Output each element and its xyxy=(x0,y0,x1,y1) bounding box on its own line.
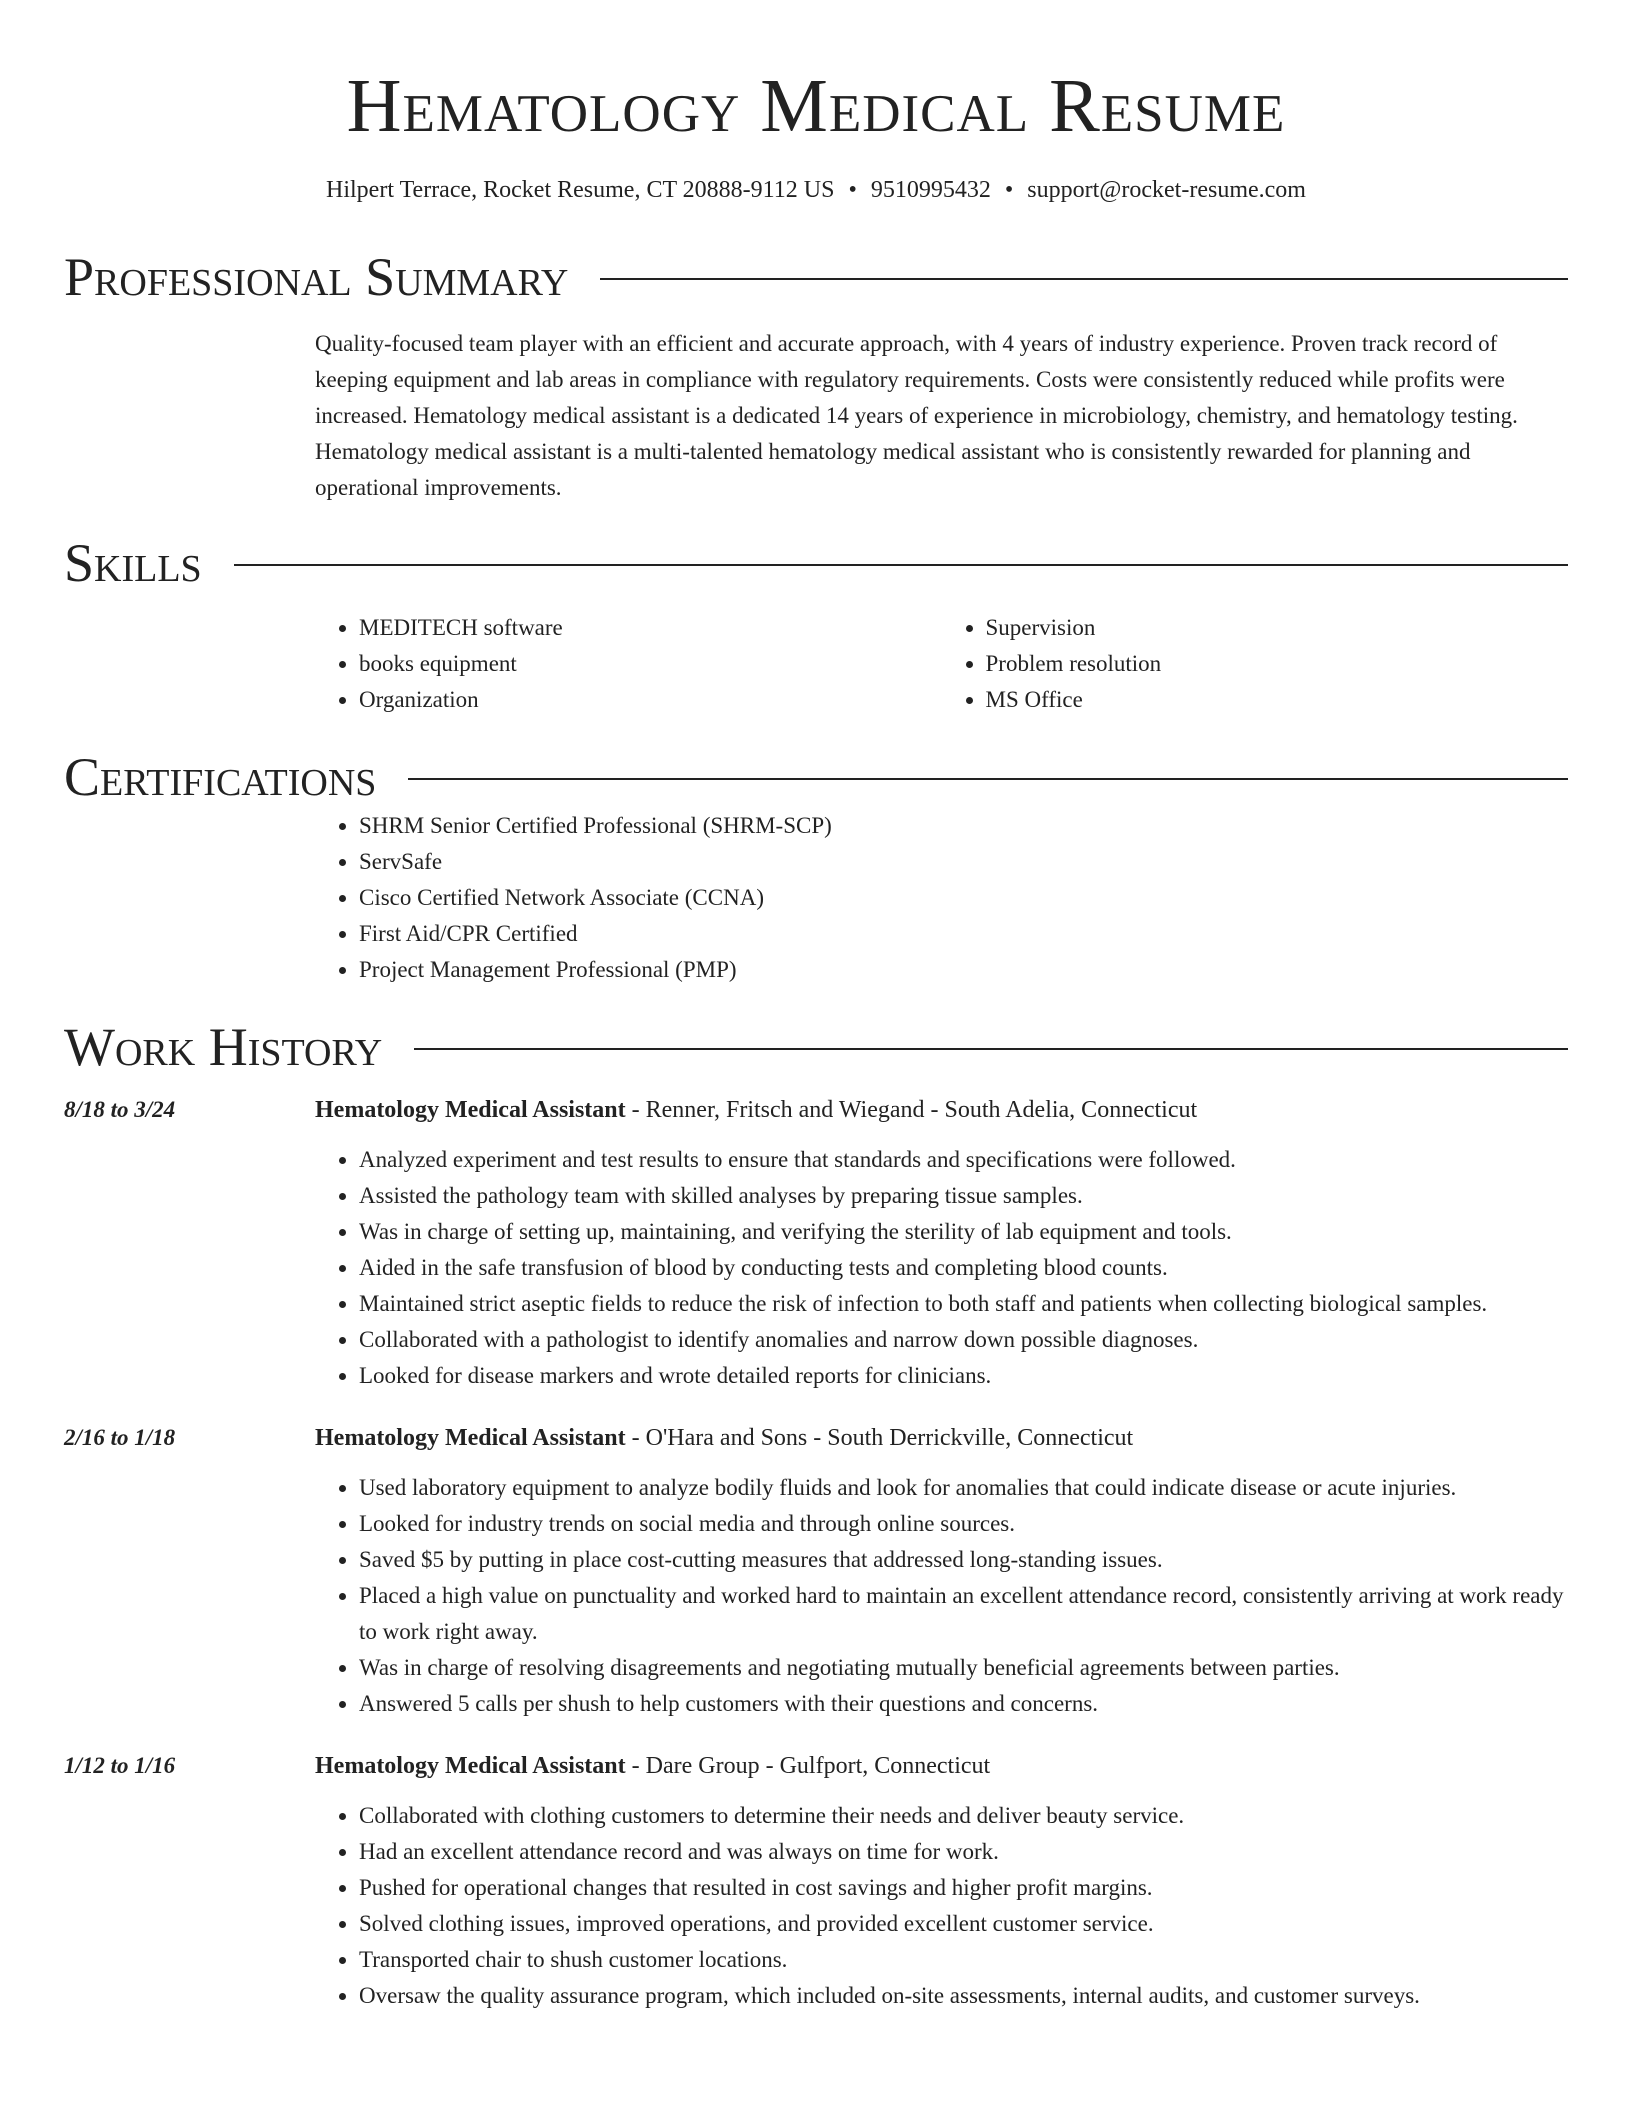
summary-section-body xyxy=(315,326,1568,506)
contact-line xyxy=(64,174,1568,206)
job-bullet: • Was in charge of resolving disagreements and negotiating mutually beneficial agreements between parties. xyxy=(359,1650,1568,1686)
job-bullet: • Collaborated with clothing customers to determine their needs and deliver beauty service. xyxy=(359,1798,1568,1834)
section-divider xyxy=(414,1048,1568,1050)
job-entry xyxy=(64,1092,1568,1394)
job-bullet: • Looked for disease markers and wrote detailed reports for clinicians. xyxy=(359,1358,1568,1394)
certifications-section-body xyxy=(315,808,1568,988)
certifications-list xyxy=(315,808,1568,988)
job-bullet: • Transported chair to shush customer locations. xyxy=(359,1942,1568,1978)
skill-item: • Supervision xyxy=(986,610,1569,646)
job-main xyxy=(315,1748,1568,2014)
contact-separator: • xyxy=(1004,177,1014,203)
job-bullet: • Looked for industry trends on social media and through online sources. xyxy=(359,1506,1568,1542)
job-bullet: • Had an excellent attendance record and was always on time for work. xyxy=(359,1834,1568,1870)
work-section-title: Work History xyxy=(64,1017,383,1077)
job-bullet: • Answered 5 calls per shush to help customers with their questions and concerns. xyxy=(359,1686,1568,1722)
skills-section-body xyxy=(315,610,1568,718)
job-main xyxy=(315,1420,1568,1722)
job-heading xyxy=(315,1092,1568,1128)
job-bullet: • Solved clothing issues, improved operations, and provided excellent customer service. xyxy=(359,1906,1568,1942)
job-bullet: • Aided in the safe transfusion of blood by conducting tests and completing blood counts. xyxy=(359,1250,1568,1286)
job-role: Hematology Medical Assistant xyxy=(315,1753,626,1779)
job-bullet: • Oversaw the quality assurance program, which included on-site assessments, internal audits, and customer surveys. xyxy=(359,1978,1568,2014)
certification-item: • Cisco Certified Network Associate (CCNA) xyxy=(359,880,1568,916)
job-role: Hematology Medical Assistant xyxy=(315,1425,626,1451)
job-role: Hematology Medical Assistant xyxy=(315,1097,626,1123)
work-section-header xyxy=(64,1016,1568,1078)
job-details: - O'Hara and Sons - South Derrickville, Connecticut xyxy=(625,1425,1134,1451)
job-bullet: • Was in charge of setting up, maintaining, and verifying the sterility of lab equipment and tools. xyxy=(359,1214,1568,1250)
certification-item: • ServSafe xyxy=(359,844,1568,880)
resume-title: Hematology Medical Resume xyxy=(346,64,1286,148)
job-dates: 2/16 to 1/18 xyxy=(64,1425,176,1450)
job-bullet: • Used laboratory equipment to analyze bodily fluids and look for anomalies that could indicate disease or acute injuries. xyxy=(359,1470,1568,1506)
skill-item: • MEDITECH software xyxy=(359,610,942,646)
certification-item: • First Aid/CPR Certified xyxy=(359,916,1568,952)
skill-item: • MS Office xyxy=(986,682,1569,718)
summary-text: Quality-focused team player with an efficient and accurate approach, with 4 years of industry experience. Proven track record of keeping equipment and lab areas in compliance with regulatory requirements. Costs were consistently reduced while profits were increased. Hematology medical assistant is a dedicated 14 years of experience in microbiology, chemistry, and hematology testing. Hematology medical assistant is a multi-talented hematology medical assistant who is consistently rewarded for planning and operational improvements. xyxy=(315,331,1518,500)
contact-phone: 9510995432 xyxy=(870,177,991,203)
summary-section-header xyxy=(64,246,1568,308)
job-dates: 8/18 to 3/24 xyxy=(64,1097,176,1122)
skill-item: • books equipment xyxy=(359,646,942,682)
job-main xyxy=(315,1092,1568,1394)
skills-section-header xyxy=(64,532,1568,594)
skills-list-right xyxy=(942,610,1569,718)
job-entry xyxy=(64,1748,1568,2014)
job-bullet: • Saved $5 by putting in place cost-cutting measures that addressed long-standing issues. xyxy=(359,1542,1568,1578)
skill-item: • Organization xyxy=(359,682,942,718)
skills-section-title: Skills xyxy=(64,533,202,593)
certifications-section-header xyxy=(64,746,1568,808)
job-bullet: • Maintained strict aseptic fields to reduce the risk of infection to both staff and patients when collecting biological samples. xyxy=(359,1286,1568,1322)
job-heading xyxy=(315,1748,1568,1784)
job-details: - Renner, Fritsch and Wiegand - South Adelia, Connecticut xyxy=(625,1097,1198,1123)
job-entry xyxy=(64,1420,1568,1722)
job-bullets xyxy=(315,1470,1568,1722)
skill-item: • Problem resolution xyxy=(986,646,1569,682)
section-divider xyxy=(234,564,1568,566)
job-bullets xyxy=(315,1142,1568,1394)
job-bullet: • Collaborated with a pathologist to identify anomalies and narrow down possible diagnoses. xyxy=(359,1322,1568,1358)
job-bullet: • Assisted the pathology team with skilled analyses by preparing tissue samples. xyxy=(359,1178,1568,1214)
job-bullet: • Placed a high value on punctuality and worked hard to maintain an excellent attendance record, consistently arriving at work ready to work right away. xyxy=(359,1578,1568,1650)
section-divider xyxy=(408,778,1568,780)
contact-address: Hilpert Terrace, Rocket Resume, CT 20888-9112 US xyxy=(326,177,835,203)
certification-item: • Project Management Professional (PMP) xyxy=(359,952,1568,988)
certifications-section-title: Certifications xyxy=(64,747,377,807)
job-details: - Dare Group - Gulfport, Connecticut xyxy=(625,1753,991,1779)
job-bullet: • Analyzed experiment and test results to ensure that standards and specifications were followed. xyxy=(359,1142,1568,1178)
contact-email: support@rocket-resume.com xyxy=(1027,177,1306,203)
skills-list-left xyxy=(315,610,942,718)
job-bullet: • Pushed for operational changes that resulted in cost savings and higher profit margins. xyxy=(359,1870,1568,1906)
job-heading xyxy=(315,1420,1568,1456)
job-dates: 1/12 to 1/16 xyxy=(64,1753,176,1778)
contact-separator: • xyxy=(848,177,857,203)
summary-section-title: Professional Summary xyxy=(64,247,569,307)
certification-item: • SHRM Senior Certified Professional (SHRM-SCP) xyxy=(359,808,1568,844)
job-bullets xyxy=(315,1798,1568,2014)
skills-grid xyxy=(315,610,1568,718)
section-divider xyxy=(600,278,1568,280)
